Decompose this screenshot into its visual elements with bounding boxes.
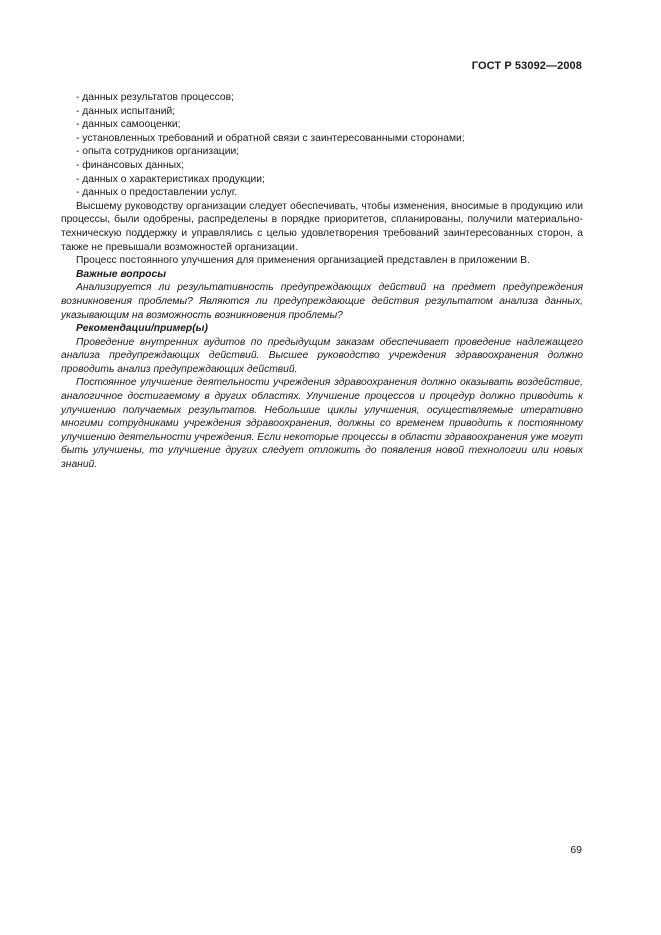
list-item: - данных о предоставлении услуг. [76, 187, 238, 199]
list-item: - данных испытаний; [76, 105, 176, 117]
list-item: - финансовых данных; [76, 159, 185, 171]
page-number: 69 [570, 844, 582, 856]
heading-important-questions: Важные вопросы [76, 268, 166, 280]
paragraph-questions: Анализируется ли результативность предупреждающих действий на предмет предупреждения возникновения проблемы? Являются ли предупреждающие действия результатом анализа данных, указывающим на возможность возникновения проблемы? [61, 282, 583, 321]
list-item: - данных о характеристиках продукции; [76, 173, 265, 185]
data-source-list [61, 91, 583, 200]
document-code-header: ГОСТ Р 53092—2008 [471, 60, 582, 72]
paragraph-management-changes: Высшему руководству организации следует обеспечивать, чтобы изменения, вносимые в продукцию или процессы, были одобрены, распределены в порядке приоритетов, спланированы, получили материально-техническую поддержку и управлялись с целью удовлетворения требований заинтересованных сторон, а также не превышали возможностей организации. [61, 200, 583, 253]
list-item: - данных результатов процессов; [76, 92, 234, 103]
page-content [61, 91, 583, 472]
paragraph-improvement-process: Процесс постоянного улучшения для применения организацией представлен в приложении В. [76, 255, 530, 267]
list-item: - данных самооценки; [76, 119, 181, 131]
list-item: - опыта сотрудников организации; [76, 146, 240, 158]
paragraph-continuous-improvement: Постоянное улучшение деятельности учреждения здравоохранения должно оказывать воздействие, аналогичное достигаемому в других областях. Улучшение процессов и процедур должно приводить к улучшению получаемых результатов. Небольшие циклы улучшения, осуществляемые итеративно многими сотрудниками учреждения здравоохранения, должны со временем приводить к постоянному улучшению деятельности учреждения. Если некоторые процессы в области здравоохранения уже могут быть улучшены, то улучшение других следует отложить до появления новой технологии или новых знаний. [61, 377, 583, 471]
paragraph-internal-audits: Проведение внутренних аудитов по предыдущим заказам обеспечивает проведение надлежащего анализа предупреждающих действий. Высшее руководство учреждения здравоохранения должно проводить анализ предупреждающих действий. [61, 336, 583, 375]
heading-recommendations: Рекомендации/пример(ы) [76, 323, 208, 335]
list-item: - установленных требований и обратной связи с заинтересованными сторонами; [76, 132, 465, 144]
